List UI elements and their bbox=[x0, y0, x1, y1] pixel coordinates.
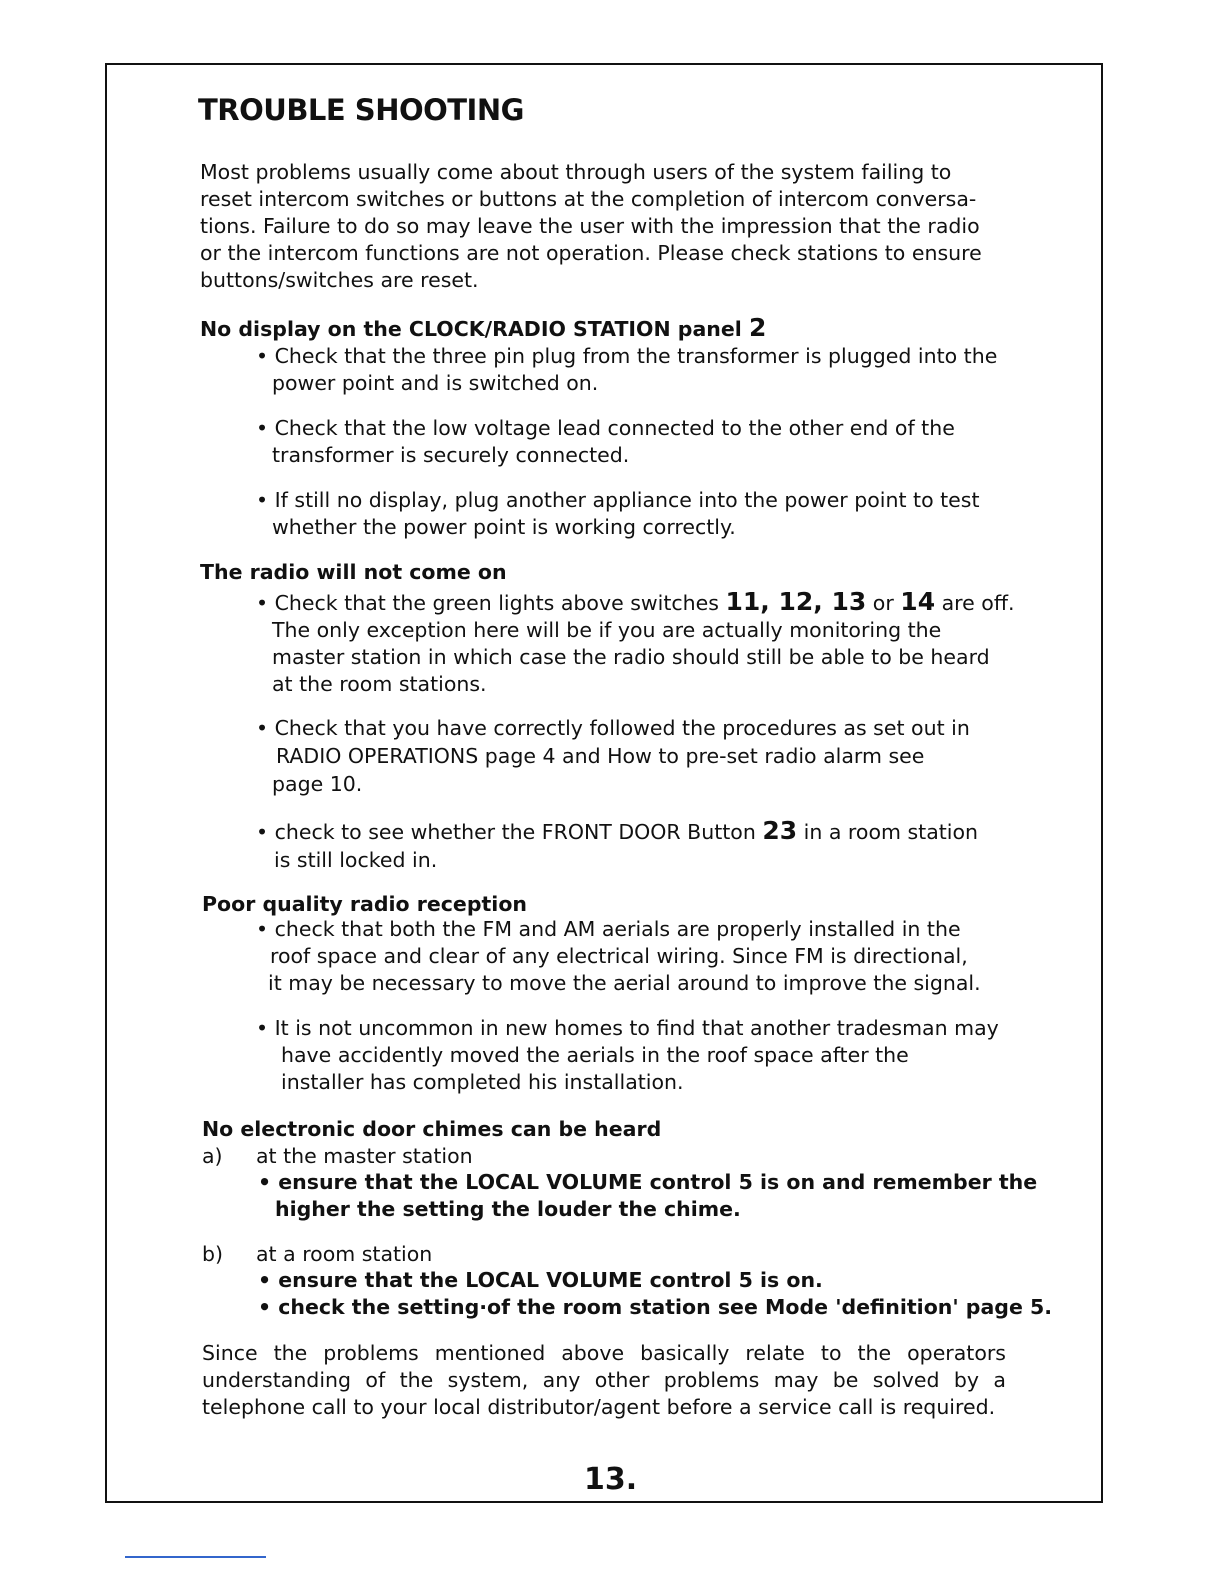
sec1-bullet1-line1: • Check that the three pin plug from the transformer is plugged into the bbox=[256, 344, 998, 368]
sec3-bullet2-line3: installer has completed his installation. bbox=[281, 1070, 684, 1094]
intro-line-5: buttons/switches are reset. bbox=[200, 268, 479, 292]
item-b-bullet-1: • ensure that the LOCAL VOLUME control 5 is on. bbox=[258, 1268, 823, 1292]
sec2-bullet1-line1 bbox=[256, 588, 1014, 617]
sec1-bullet3-line2: whether the power point is working correctly. bbox=[272, 515, 736, 539]
sec1-bullet1-line2: power point and is switched on. bbox=[272, 371, 599, 395]
scan-artifact-line bbox=[125, 1556, 266, 1558]
sec2-bullet2-line3: page 10. bbox=[272, 772, 363, 796]
button-23: 23 bbox=[762, 816, 798, 845]
heading-number: 2 bbox=[748, 313, 767, 342]
sec3-bullet1-line1: • check that both the FM and AM aerials are properly installed in the bbox=[256, 917, 961, 941]
sec1-bullet2-line2: transformer is securely connected. bbox=[272, 443, 630, 467]
closing-paragraph: Since the problems mentioned above basically relate to the operators understanding of the system, any other problems may be solved by a telephone call to your local distributor/agent before a service call is required. bbox=[202, 1341, 1006, 1419]
page-title: TROUBLE SHOOTING bbox=[198, 93, 524, 127]
item-a-bullet-line1: • ensure that the LOCAL VOLUME control 5 is on and remember the bbox=[258, 1170, 1038, 1194]
sec3-bullet2-line1: • It is not uncommon in new homes to find that another tradesman may bbox=[256, 1016, 999, 1040]
item-b-text: at a room station bbox=[256, 1242, 433, 1266]
sec2-b1-post: are off. bbox=[935, 591, 1015, 615]
sec2-b3-post: in a room station bbox=[797, 820, 979, 844]
sec2-bullet1-line2: The only exception here will be if you are actually monitoring the bbox=[272, 618, 942, 642]
item-a-bullet-line2: higher the setting the louder the chime. bbox=[275, 1197, 741, 1221]
item-a-label: a) bbox=[202, 1144, 223, 1168]
section-heading-chimes: No electronic door chimes can be heard bbox=[202, 1117, 662, 1141]
sec2-bullet2-line1: • Check that you have correctly followed the procedures as set out in bbox=[256, 716, 970, 740]
item-b-bullet-2: • check the setting·of the room station see Mode 'definition' page 5. bbox=[258, 1295, 1053, 1319]
switch-13: 13 bbox=[831, 587, 867, 616]
intro-line-3: tions. Failure to do so may leave the user with the impression that the radio bbox=[200, 214, 980, 238]
sec2-bullet1-line4: at the room stations. bbox=[272, 672, 487, 696]
switch-12: 12 bbox=[778, 587, 814, 616]
section-heading-no-display bbox=[200, 314, 766, 343]
item-b-label: b) bbox=[202, 1242, 224, 1266]
sec2-bullet3-line2: is still locked in. bbox=[274, 848, 438, 872]
comma-2: , bbox=[813, 587, 832, 616]
sec1-bullet2-line1: • Check that the low voltage lead connected to the other end of the bbox=[256, 416, 955, 440]
page-number: 13. bbox=[584, 1462, 638, 1497]
intro-line-4: or the intercom functions are not operation. Please check stations to ensure bbox=[200, 241, 982, 265]
sec3-bullet2-line2: have accidently moved the aerials in the roof space after the bbox=[281, 1043, 909, 1067]
sec2-b3-pre: • check to see whether the FRONT DOOR Button bbox=[256, 820, 763, 844]
sec1-bullet3-line1: • If still no display, plug another appliance into the power point to test bbox=[256, 488, 980, 512]
section-heading-reception: Poor quality radio reception bbox=[202, 892, 528, 916]
intro-line-1: Most problems usually come about through users of the system failing to bbox=[200, 160, 952, 184]
sec3-bullet1-line2: roof space and clear of any electrical wiring. Since FM is directional, bbox=[270, 944, 968, 968]
section-heading-radio: The radio will not come on bbox=[200, 560, 507, 584]
switch-14: 14 bbox=[900, 587, 936, 616]
heading-text: No display on the CLOCK/RADIO STATION panel bbox=[200, 317, 742, 341]
sec2-bullet1-line3: master station in which case the radio should still be able to be heard bbox=[272, 645, 990, 669]
sec2-bullet3-line1 bbox=[256, 817, 978, 846]
comma-1: , bbox=[760, 587, 779, 616]
sec3-bullet1-line3: it may be necessary to move the aerial around to improve the signal. bbox=[268, 971, 981, 995]
intro-line-2: reset intercom switches or buttons at the completion of intercom conversa- bbox=[200, 187, 977, 211]
switch-11: 11 bbox=[725, 587, 761, 616]
or-word: or bbox=[866, 591, 901, 615]
sec2-b1-pre: • Check that the green lights above switches bbox=[256, 591, 726, 615]
item-a-text: at the master station bbox=[256, 1144, 473, 1168]
sec2-bullet2-line2: RADIO OPERATIONS page 4 and How to pre-set radio alarm see bbox=[276, 744, 925, 768]
